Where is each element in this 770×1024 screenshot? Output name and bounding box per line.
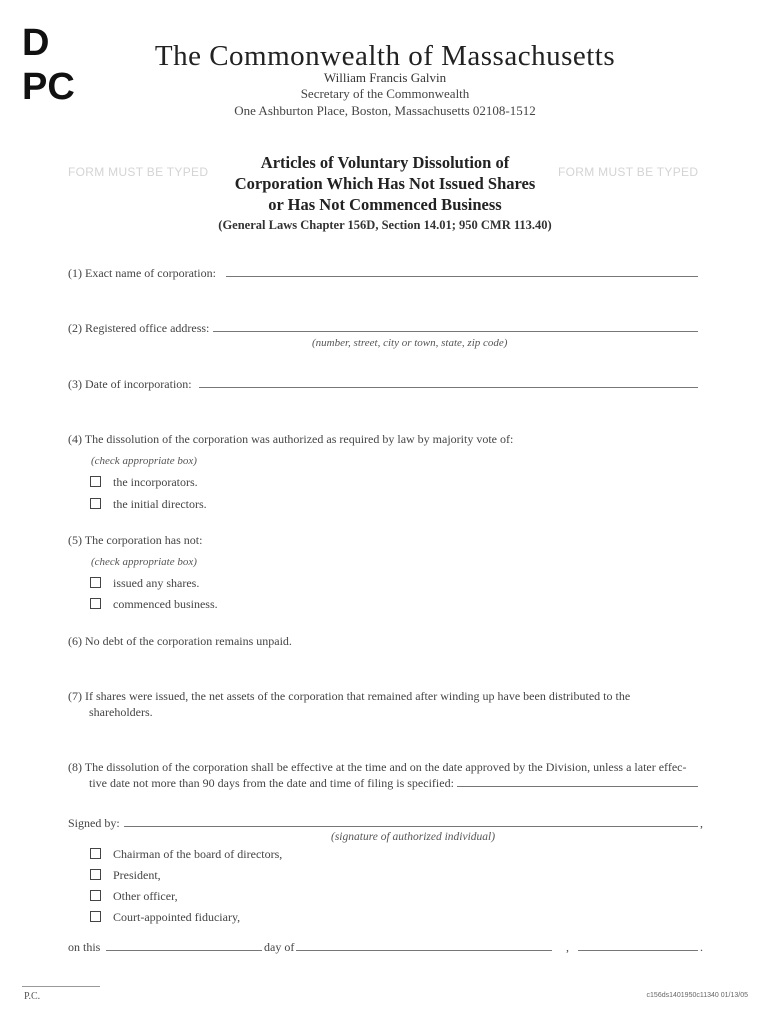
signer-option-other-officer[interactable] (90, 889, 178, 904)
checkbox[interactable] (90, 498, 101, 509)
q8-effective-date-field[interactable] (457, 786, 698, 787)
q4-hint: (check appropriate box) (91, 455, 197, 467)
signature-comma: , (700, 816, 703, 830)
form-title (200, 152, 570, 215)
secretary-title: Secretary of the Commonwealth (300, 86, 470, 101)
corner-code-pc: PC (22, 66, 75, 108)
q4-option2-label: the initial directors. (113, 497, 207, 511)
typed-notice-left: FORM MUST BE TYPED (68, 165, 209, 179)
q8-statement-line2: tive date not more than 90 days from the date and time of filing is specified: (89, 776, 454, 790)
q4-option-initial-directors[interactable] (90, 497, 207, 512)
form-title-line2: Corporation Which Has Not Issued Shares (234, 174, 536, 193)
q1-corporation-name-field[interactable] (226, 276, 698, 277)
q7-statement-line2: shareholders. (89, 705, 153, 719)
day-field[interactable] (106, 950, 262, 951)
checkbox[interactable] (90, 577, 101, 588)
q3-incorporation-date-field[interactable] (199, 387, 698, 388)
checkbox[interactable] (90, 890, 101, 901)
date-period: . (700, 940, 703, 954)
q4-option-incorporators[interactable] (90, 475, 198, 490)
signature-field[interactable] (124, 826, 698, 827)
typed-notice-right: FORM MUST BE TYPED (558, 165, 699, 179)
q5-label: (5) The corporation has not: (68, 533, 203, 547)
q5-option1-label: issued any shares. (113, 576, 200, 590)
signer-option-chairman[interactable] (90, 847, 282, 862)
q5-hint: (check appropriate box) (91, 556, 197, 568)
q2-label: (2) Registered office address: (68, 321, 210, 335)
form-title-line3: or Has Not Commenced Business (268, 195, 502, 214)
checkbox[interactable] (90, 848, 101, 859)
checkbox[interactable] (90, 869, 101, 880)
signer-option1-label: Chairman of the board of directors, (113, 847, 283, 861)
signer-option3-label: Other officer, (113, 889, 178, 903)
q8-statement-line1: (8) The dissolution of the corporation shall be effective at the time and on the date approved by the Division, unless a later effec- (68, 760, 687, 774)
q5-option-issued-shares[interactable] (90, 576, 199, 591)
signer-option-fiduciary[interactable] (90, 910, 240, 925)
checkbox[interactable] (90, 911, 101, 922)
form-law-citation: (General Laws Chapter 156D, Section 14.01; 950 CMR 113.40) (218, 218, 552, 232)
corner-code-d: D (22, 22, 50, 64)
q1-label: (1) Exact name of corporation: (68, 266, 216, 280)
on-this-label: on this (68, 940, 101, 954)
secretary-name: William Francis Galvin (323, 70, 447, 85)
q6-statement: (6) No debt of the corporation remains unpaid. (68, 634, 292, 648)
month-field[interactable] (296, 950, 552, 951)
signer-option4-label: Court-appointed fiduciary, (113, 910, 241, 924)
footer-rule (22, 986, 100, 987)
office-address: One Ashburton Place, Boston, Massachusetts 02108-1512 (234, 103, 536, 118)
day-of-label: day of (264, 940, 295, 954)
q7-statement-line1: (7) If shares were issued, the net assets of the corporation that remained after winding up have been distributed to the (68, 689, 631, 703)
q5-option-commenced-business[interactable] (90, 597, 218, 612)
signer-option2-label: President, (113, 868, 161, 882)
q5-option2-label: commenced business. (113, 597, 218, 611)
q2-hint: (number, street, city or town, state, zip code) (312, 337, 508, 349)
q2-office-address-field[interactable] (213, 331, 698, 332)
date-comma: , (566, 940, 569, 954)
q4-label: (4) The dissolution of the corporation was authorized as required by law by majority vote of: (68, 432, 514, 446)
q4-option1-label: the incorporators. (113, 475, 198, 489)
q3-label: (3) Date of incorporation: (68, 377, 192, 391)
footer-initials: P.C. (24, 991, 41, 1002)
signer-option-president[interactable] (90, 868, 161, 883)
footer-form-code: c156ds1401950c11340 01/13/05 (646, 992, 748, 999)
checkbox[interactable] (90, 476, 101, 487)
commonwealth-title: The Commonwealth of Massachusetts (154, 40, 616, 72)
year-field[interactable] (578, 950, 698, 951)
signed-by-label: Signed by: (68, 816, 120, 830)
checkbox[interactable] (90, 598, 101, 609)
signature-hint: (signature of authorized individual) (331, 831, 496, 843)
form-title-line1: Articles of Voluntary Dissolution of (260, 153, 510, 172)
